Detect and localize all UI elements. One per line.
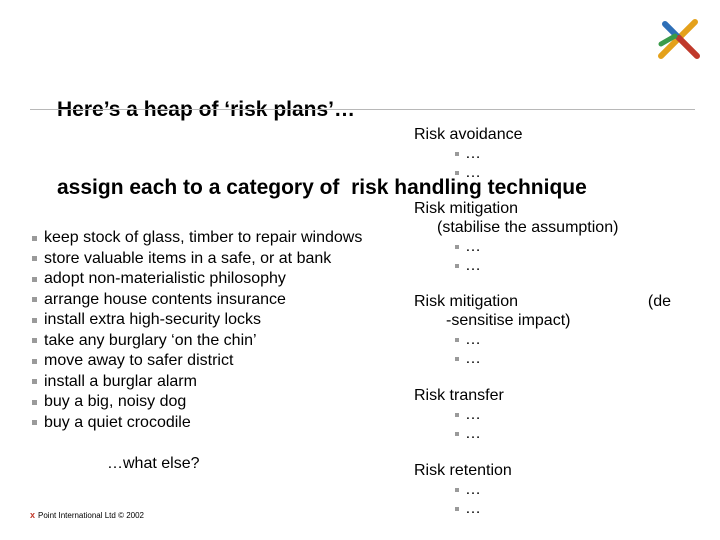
bullet-icon [455,264,459,268]
list-item: … [414,163,523,182]
title-line-2: assign each to a category of risk handling technique [57,176,587,199]
title-divider [30,109,695,110]
list-item: adopt non-materialistic philosophy [32,269,362,290]
list-item: install extra high-security locks [32,310,362,331]
bullet-icon [32,359,37,364]
bullet-icon [32,379,37,384]
list-item: store valuable items in a safe, or at bank [32,249,362,270]
bullet-icon [455,245,459,249]
bullet-icon [455,413,459,417]
list-item: … [414,480,512,499]
list-item: … [414,499,512,518]
category-label: Risk mitigation [414,293,519,310]
category-label: Risk mitigation [414,200,519,217]
bullet-icon [455,488,459,492]
bullet-icon [32,297,37,302]
bullet-icon [455,432,459,436]
bullet-icon [455,338,459,342]
category-risk-transfer [414,386,504,443]
category-label-line-2: -sensitise impact) [446,312,571,329]
list-item: … [414,330,674,349]
list-item: … [414,349,674,368]
bullet-icon [32,338,37,343]
list-item: take any burglary ‘on the chin’ [32,331,362,352]
category-risk-retention [414,461,512,518]
bullet-icon [32,256,37,261]
list-item: buy a big, noisy dog [32,392,362,413]
category-risk-mitigation-impact [414,292,674,368]
bullet-icon [32,420,37,425]
category-label: Risk retention [414,462,512,479]
list-item: … [414,405,504,424]
title-line-1: Here’s a heap of ‘risk plans’… [57,98,355,121]
list-item: … [414,144,523,163]
category-risk-mitigation-assumption [414,199,618,275]
bullet-icon [32,318,37,323]
list-item: … [414,256,618,275]
category-label-line-2: (stabilise the assumption) [437,219,619,236]
category-risk-avoidance [414,125,523,182]
bullet-icon [32,277,37,282]
list-item: keep stock of glass, timber to repair windows [32,228,362,249]
footer-x-icon: x [30,510,36,520]
list-item: … [414,424,504,443]
bullet-icon [32,400,37,405]
bullet-icon [455,152,459,156]
category-label: Risk avoidance [414,126,523,143]
bullet-icon [455,357,459,361]
list-item: move away to safer district [32,351,362,372]
risk-plans-list [32,228,362,433]
footer [30,510,144,520]
list-item: install a burglar alarm [32,372,362,393]
category-label: Risk transfer [414,387,504,404]
list-item: … [414,237,618,256]
list-item: arrange house contents insurance [32,290,362,311]
bullet-icon [32,236,37,241]
bullet-icon [455,171,459,175]
what-else-prompt: …what else? [107,455,200,472]
list-item: buy a quiet crocodile [32,413,362,434]
copyright-text: Point International Ltd © 2002 [38,510,144,520]
bullet-icon [455,507,459,511]
category-label-suffix: (de [647,293,671,310]
